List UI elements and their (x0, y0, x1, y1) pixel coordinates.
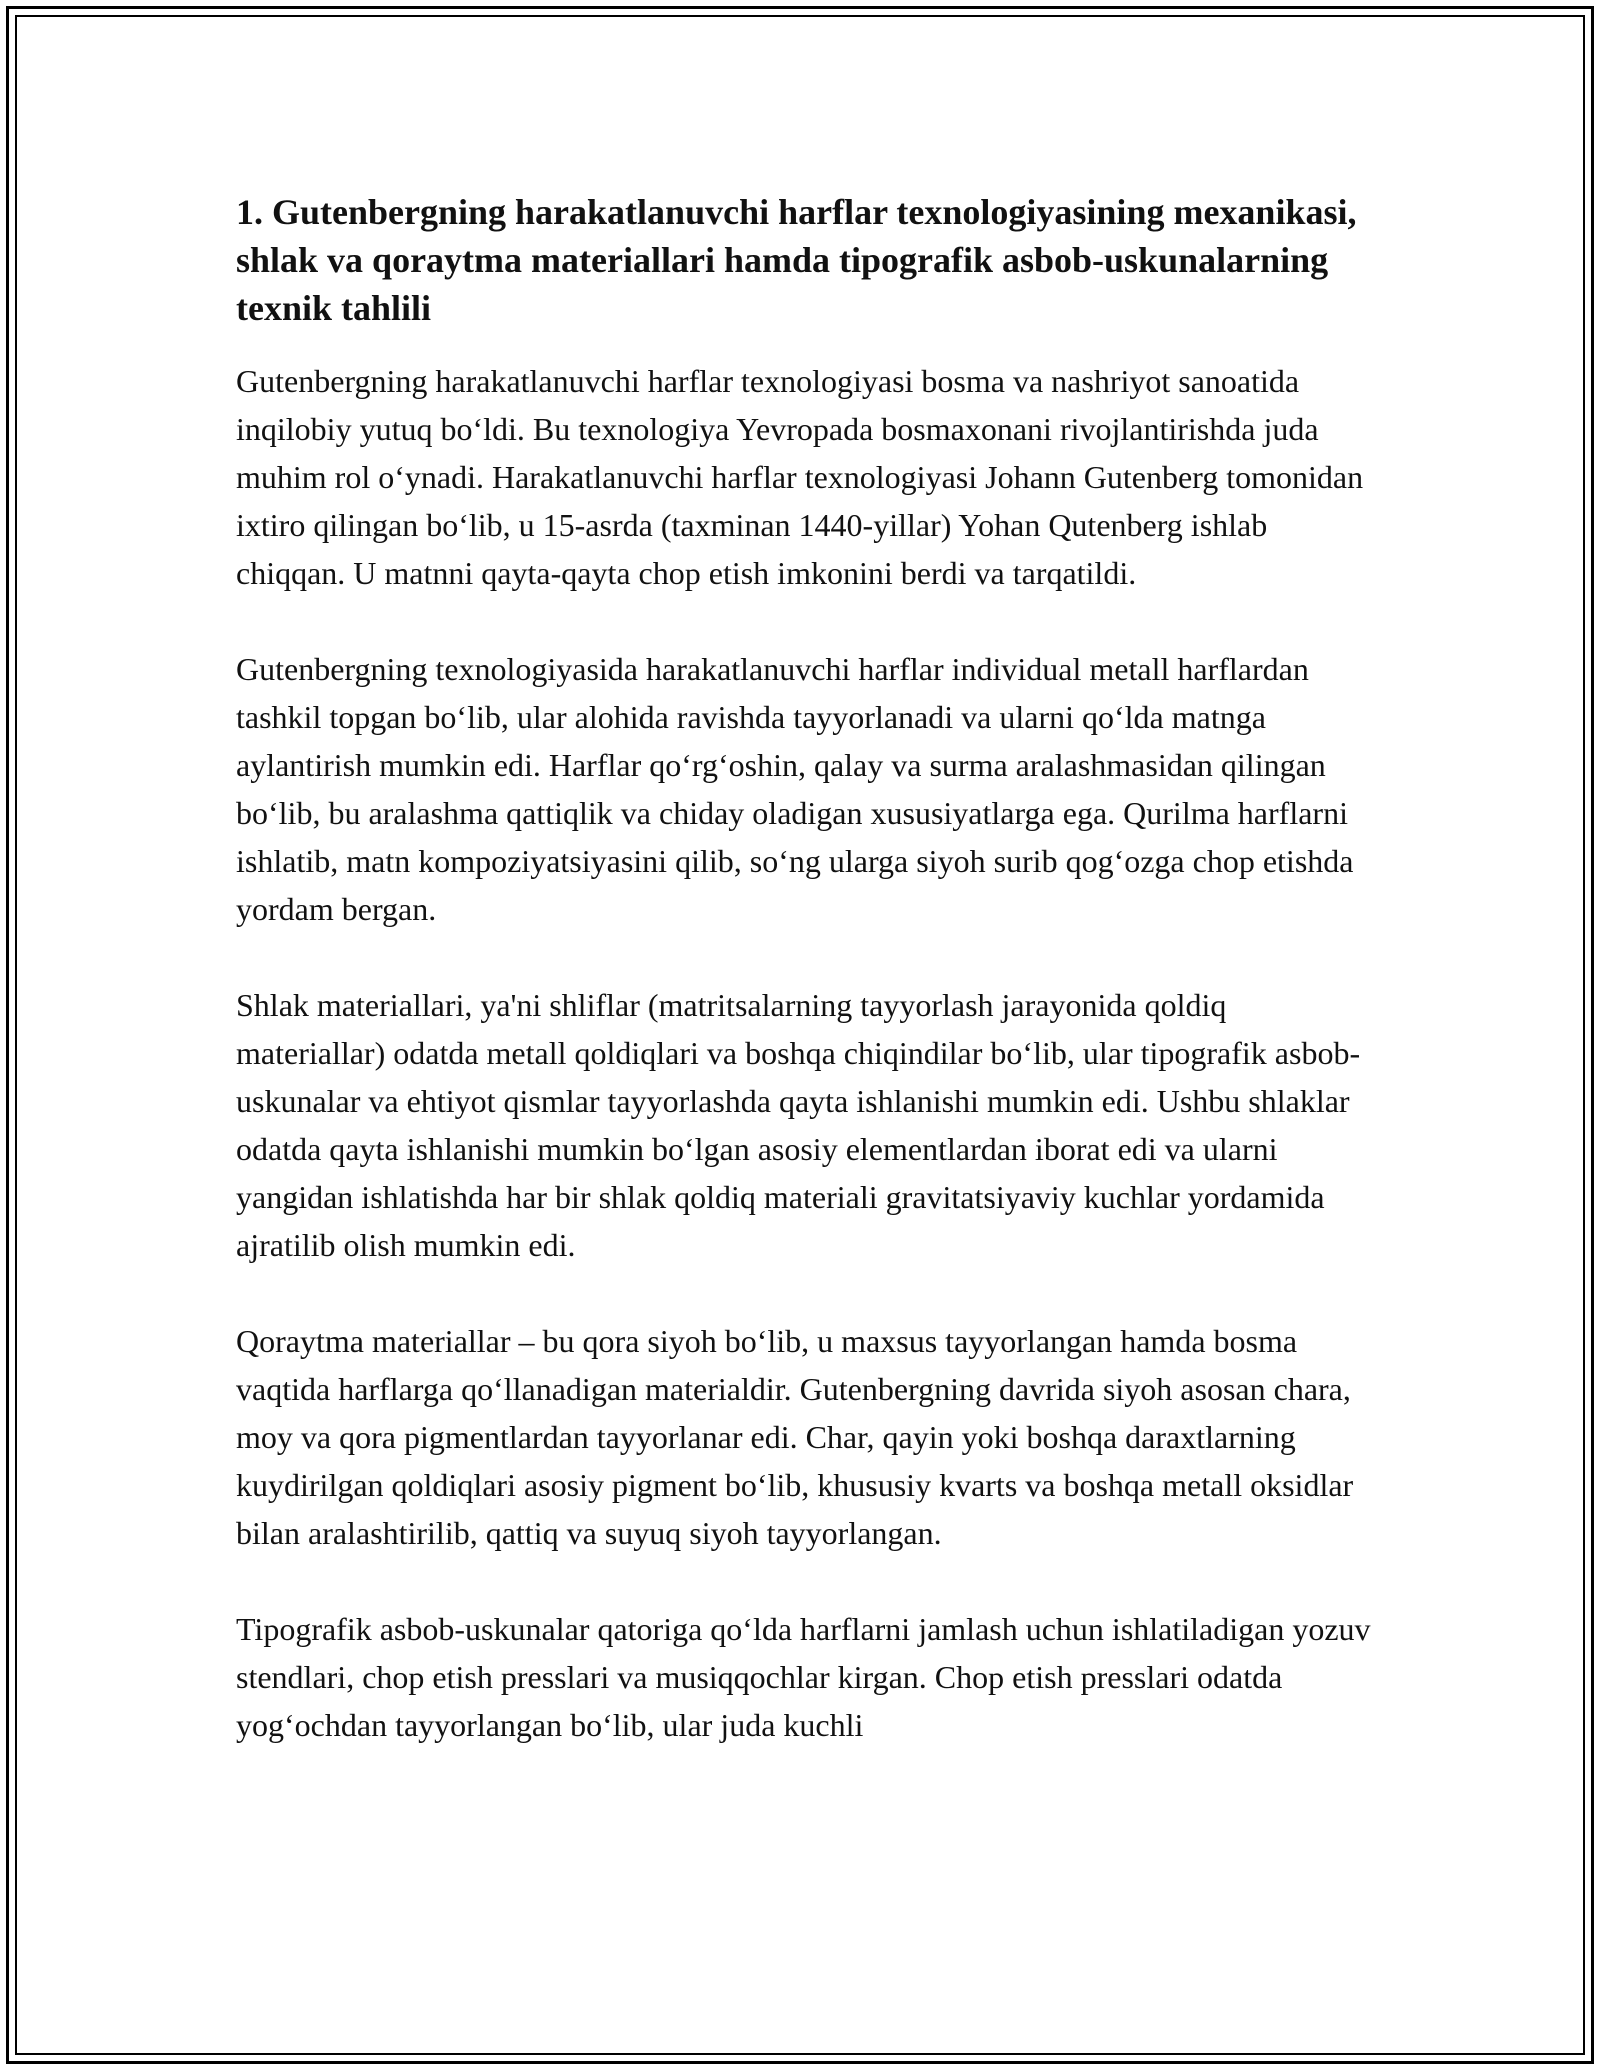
paragraph-gutenberg-intro: Gutenbergning harakatlanuvchi harflar texnologiyasi bosma va nashriyot sanoatida inqilobiy yutuq bo‘ldi. Bu texnologiya Yevropada bosmaxonani rivojlantirishda juda muhim rol o‘ynadi. Harakatlanuvchi harflar texnologiyasi Johann Gutenberg tomonidan ixtiro qilingan bo‘lib, u 15-asrda (taxminan 1440-yillar) Yohan Qutenberg ishlab chiqqan. U matnni qayta-qayta chop etish imkonini berdi va tarqatildi. (236, 363, 1364, 591)
document-body (236, 188, 1376, 1749)
paragraph-slag-materials: Shlak materiallari, ya'ni shliflar (matritsalarning tayyorlash jarayonida qoldiq materiallar) odatda metall qoldiqlari va boshqa chiqindilar bo‘lib, ular tipografik asbob-uskunalar va ehtiyot qismlar tayyorlashda qayta ishlanishi mumkin edi. Ushbu shlaklar odatda qayta ishlanishi mumkin bo‘lgan asosiy elementlardan iborat edi va ularni yangidan ishlatishda har bir shlak qoldiq materiali gravitatsiyaviy kuchlar yordamida ajratilib olish mumkin edi. (236, 987, 1361, 1263)
section-heading: 1. Gutenbergning harakatlanuvchi harflar texnologiyasining mexanikasi, shlak va qoraytma materiallari hamda tipografik asbob-uskunalarning texnik tahlili (236, 192, 1357, 328)
paragraph-movable-type: Gutenbergning texnologiyasida harakatlanuvchi harflar individual metall harflardan tashkil topgan bo‘lib, ular alohida ravishda tayyorlanadi va ularni qo‘lda matnga aylantirish mumkin edi. Harflar qo‘rg‘oshin, qalay va surma aralashmasidan qilingan bo‘lib, bu aralashma qattiqlik va chiday oladigan xususiyatlarga ega. Qurilma harflarni ishlatib, matn kompoziyatsiyasini qilib, so‘ng ularga siyoh surib qog‘ozga chop etishda yordam bergan. (236, 651, 1354, 927)
paragraph-ink-materials: Qoraytma materiallar – bu qora siyoh bo‘lib, u maxsus tayyorlangan hamda bosma vaqtida harflarga qo‘llanadigan materialdir. Gutenbergning davrida siyoh asosan chara, moy va qora pigmentlardan tayyorlanar edi. Char, qayin yoki boshqa daraxtlarning kuydirilgan qoldiqlari asosiy pigment bo‘lib, khususiy kvarts va boshqa metall oksidlar bilan aralashtirilib, qattiq va suyuq siyoh tayyorlangan. (236, 1323, 1354, 1551)
paragraph-typographic-equipment: Tipografik asbob-uskunalar qatoriga qo‘lda harflarni jamlash uchun ishlatiladigan yozuv stendlari, chop etish presslari va musiqqochlar kirgan. Chop etish presslari odatda yog‘ochdan tayyorlangan bo‘lib, ular juda kuchli (236, 1611, 1371, 1743)
